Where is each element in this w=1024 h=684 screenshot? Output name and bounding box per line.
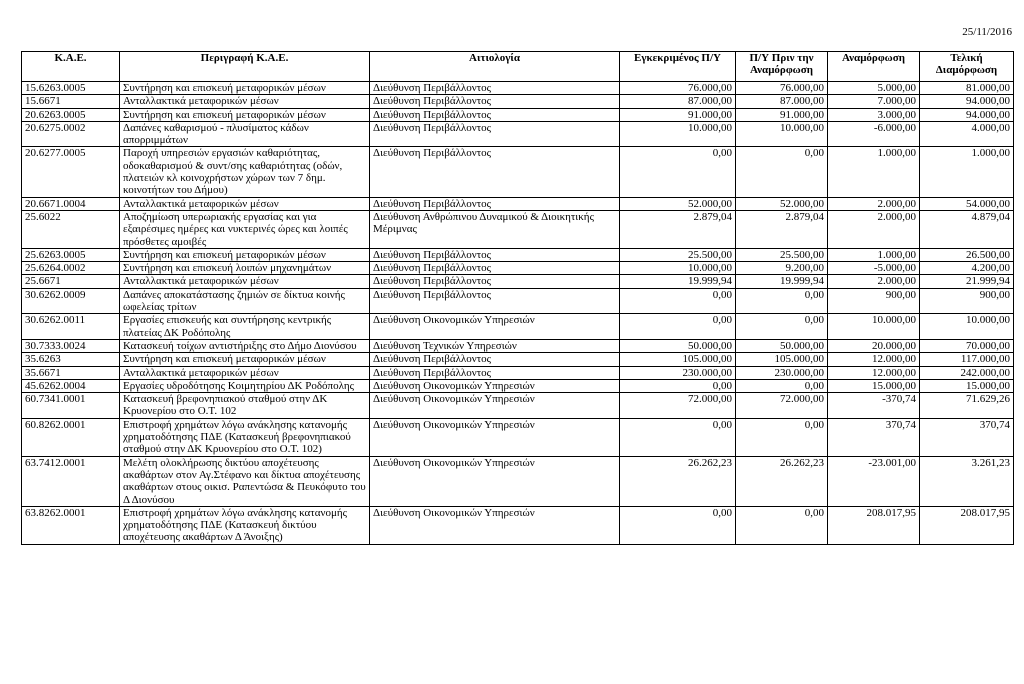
cell-description: Παροχή υπηρεσιών εργασιών καθαριότητας, οδοκαθαρισμού & συντ/σης καθαριότητας (οδών, πλατειών κλ κοινοχρήστων χώρων των 7 δημ. κοινοτήτων του Δήμου) <box>120 147 370 197</box>
cell-approved: 19.999,94 <box>620 275 736 288</box>
report-date: 25/11/2016 <box>962 26 1012 38</box>
cell-final: 900,00 <box>920 288 1014 314</box>
cell-approved: 72.000,00 <box>620 393 736 419</box>
cell-change: 5.000,00 <box>828 82 920 95</box>
cell-final: 94.000,00 <box>920 108 1014 121</box>
cell-reason: Διεύθυνση Τεχνικών Υπηρεσιών <box>370 339 620 352</box>
table-row <box>22 418 1014 456</box>
table-body <box>22 82 1014 545</box>
cell-approved: 10.000,00 <box>620 262 736 275</box>
cell-reason: Διεύθυνση Οικονομικών Υπηρεσιών <box>370 418 620 456</box>
cell-change: 12.000,00 <box>828 366 920 379</box>
cell-kae: 30.7333.0024 <box>22 339 120 352</box>
cell-description: Ανταλλακτικά μεταφορικών μέσων <box>120 197 370 210</box>
cell-description: Συντήρηση και επισκευή μεταφορικών μέσων <box>120 248 370 261</box>
cell-change: 12.000,00 <box>828 353 920 366</box>
cell-change: -5.000,00 <box>828 262 920 275</box>
cell-description: Συντήρηση και επισκευή λοιπών μηχανημάτων <box>120 262 370 275</box>
cell-before: 91.000,00 <box>736 108 828 121</box>
cell-reason: Διεύθυνση Περιβάλλοντος <box>370 197 620 210</box>
cell-change: 2.000,00 <box>828 275 920 288</box>
cell-approved: 0,00 <box>620 314 736 340</box>
cell-kae: 35.6263 <box>22 353 120 366</box>
table-row <box>22 262 1014 275</box>
cell-approved: 2.879,04 <box>620 210 736 248</box>
cell-approved: 0,00 <box>620 379 736 392</box>
cell-description: Ανταλλακτικά μεταφορικών μέσων <box>120 366 370 379</box>
cell-reason: Διεύθυνση Οικονομικών Υπηρεσιών <box>370 393 620 419</box>
cell-before: 76.000,00 <box>736 82 828 95</box>
cell-kae: 25.6671 <box>22 275 120 288</box>
cell-before: 2.879,04 <box>736 210 828 248</box>
cell-reason: Διεύθυνση Περιβάλλοντος <box>370 275 620 288</box>
cell-reason: Διεύθυνση Οικονομικών Υπηρεσιών <box>370 314 620 340</box>
table-row <box>22 379 1014 392</box>
cell-kae: 20.6277.0005 <box>22 147 120 197</box>
cell-kae: 60.7341.0001 <box>22 393 120 419</box>
cell-change: 20.000,00 <box>828 339 920 352</box>
table-row <box>22 108 1014 121</box>
table-header-row <box>22 52 1014 82</box>
cell-final: 4.200,00 <box>920 262 1014 275</box>
cell-description: Μελέτη ολοκλήρωσης δικτύου αποχέτευσης ακαθάρτων στον Αγ.Στέφανο και δίκτυα αποχέτευσης ακαθάρτων στους οικισ. Ραπεντώσα & Πευκόφυτο του Δ Διονύσου <box>120 456 370 506</box>
cell-final: 4.000,00 <box>920 121 1014 147</box>
cell-kae: 20.6263.0005 <box>22 108 120 121</box>
cell-before: 9.200,00 <box>736 262 828 275</box>
col-header-before: Π/Υ Πριν την Αναμόρφωση <box>736 52 828 82</box>
cell-before: 230.000,00 <box>736 366 828 379</box>
cell-approved: 50.000,00 <box>620 339 736 352</box>
cell-description: Εργασίες υδροδότησης Κοιμητηρίου ΔΚ Ροδόπολης <box>120 379 370 392</box>
col-header-final: Τελική Διαμόρφωση <box>920 52 1014 82</box>
cell-approved: 91.000,00 <box>620 108 736 121</box>
table-row <box>22 121 1014 147</box>
cell-change: 1.000,00 <box>828 248 920 261</box>
cell-before: 105.000,00 <box>736 353 828 366</box>
cell-final: 81.000,00 <box>920 82 1014 95</box>
cell-approved: 0,00 <box>620 506 736 544</box>
cell-description: Συντήρηση και επισκευή μεταφορικών μέσων <box>120 82 370 95</box>
cell-change: 15.000,00 <box>828 379 920 392</box>
cell-description: Ανταλλακτικά μεταφορικών μέσων <box>120 275 370 288</box>
cell-final: 208.017,95 <box>920 506 1014 544</box>
cell-before: 25.500,00 <box>736 248 828 261</box>
cell-before: 26.262,23 <box>736 456 828 506</box>
cell-before: 72.000,00 <box>736 393 828 419</box>
cell-description: Κατασκευή βρεφονηπιακού σταθμού στην ΔΚ Κρυονερίου στο Ο.Τ. 102 <box>120 393 370 419</box>
cell-reason: Διεύθυνση Οικονομικών Υπηρεσιών <box>370 456 620 506</box>
table-row <box>22 275 1014 288</box>
cell-approved: 105.000,00 <box>620 353 736 366</box>
cell-before: 0,00 <box>736 506 828 544</box>
cell-reason: Διεύθυνση Περιβάλλοντος <box>370 147 620 197</box>
cell-approved: 10.000,00 <box>620 121 736 147</box>
cell-final: 54.000,00 <box>920 197 1014 210</box>
col-header-approved: Εγκεκριμένος Π/Υ <box>620 52 736 82</box>
cell-change: 1.000,00 <box>828 147 920 197</box>
cell-kae: 25.6022 <box>22 210 120 248</box>
cell-description: Κατασκευή τοίχων αντιστήριξης στο Δήμο Διονύσου <box>120 339 370 352</box>
cell-final: 3.261,23 <box>920 456 1014 506</box>
table-row <box>22 197 1014 210</box>
cell-kae: 63.7412.0001 <box>22 456 120 506</box>
cell-kae: 63.8262.0001 <box>22 506 120 544</box>
cell-change: 2.000,00 <box>828 210 920 248</box>
cell-reason: Διεύθυνση Περιβάλλοντος <box>370 366 620 379</box>
cell-change: 370,74 <box>828 418 920 456</box>
cell-description: Ανταλλακτικά μεταφορικών μέσων <box>120 95 370 108</box>
cell-before: 0,00 <box>736 379 828 392</box>
cell-before: 10.000,00 <box>736 121 828 147</box>
cell-kae: 25.6263.0005 <box>22 248 120 261</box>
cell-final: 94.000,00 <box>920 95 1014 108</box>
budget-table <box>21 51 1014 545</box>
cell-final: 26.500,00 <box>920 248 1014 261</box>
table-row <box>22 353 1014 366</box>
table-row <box>22 288 1014 314</box>
cell-before: 19.999,94 <box>736 275 828 288</box>
cell-kae: 25.6264.0002 <box>22 262 120 275</box>
cell-description: Επιστροφή χρημάτων λόγω ανάκλησης κατανομής χρηματοδότησης ΠΔΕ (Κατασκευή δικτύου αποχέτευσης ακαθάρτων Δ Άνοιξης) <box>120 506 370 544</box>
cell-approved: 87.000,00 <box>620 95 736 108</box>
table-row <box>22 456 1014 506</box>
cell-change: 208.017,95 <box>828 506 920 544</box>
cell-change: 10.000,00 <box>828 314 920 340</box>
table-row <box>22 393 1014 419</box>
cell-kae: 60.8262.0001 <box>22 418 120 456</box>
cell-final: 1.000,00 <box>920 147 1014 197</box>
cell-kae: 30.6262.0011 <box>22 314 120 340</box>
cell-change: 3.000,00 <box>828 108 920 121</box>
cell-description: Επιστροφή χρημάτων λόγω ανάκλησης κατανομής χρηματοδότησης ΠΔΕ (Κατασκευή βρεφονηπιακού σταθμού στην ΔΚ Κρυονερίου στο Ο.Τ. 102) <box>120 418 370 456</box>
table-row <box>22 366 1014 379</box>
cell-reason: Διεύθυνση Οικονομικών Υπηρεσιών <box>370 379 620 392</box>
table-row <box>22 506 1014 544</box>
table-row <box>22 248 1014 261</box>
cell-change: 900,00 <box>828 288 920 314</box>
cell-change: 7.000,00 <box>828 95 920 108</box>
cell-approved: 0,00 <box>620 288 736 314</box>
cell-final: 15.000,00 <box>920 379 1014 392</box>
cell-kae: 35.6671 <box>22 366 120 379</box>
cell-description: Συντήρηση και επισκευή μεταφορικών μέσων <box>120 108 370 121</box>
cell-before: 0,00 <box>736 418 828 456</box>
cell-kae: 45.6262.0004 <box>22 379 120 392</box>
cell-final: 71.629,26 <box>920 393 1014 419</box>
cell-final: 4.879,04 <box>920 210 1014 248</box>
cell-description: Εργασίες επισκευής και συντήρησης κεντρικής πλατείας ΔΚ Ροδόπολης <box>120 314 370 340</box>
cell-before: 0,00 <box>736 147 828 197</box>
cell-description: Αποζημίωση υπερωριακής εργασίας και για εξαιρέσιμες ημέρες και νυκτερινές ώρες και λοιπές πρόσθετες αμοιβές <box>120 210 370 248</box>
cell-final: 370,74 <box>920 418 1014 456</box>
cell-kae: 20.6275.0002 <box>22 121 120 147</box>
cell-reason: Διεύθυνση Περιβάλλοντος <box>370 353 620 366</box>
cell-reason: Διεύθυνση Περιβάλλοντος <box>370 262 620 275</box>
cell-final: 70.000,00 <box>920 339 1014 352</box>
cell-kae: 15.6263.0005 <box>22 82 120 95</box>
cell-reason: Διεύθυνση Οικονομικών Υπηρεσιών <box>370 506 620 544</box>
cell-reason: Διεύθυνση Περιβάλλοντος <box>370 121 620 147</box>
cell-kae: 15.6671 <box>22 95 120 108</box>
cell-change: -6.000,00 <box>828 121 920 147</box>
table-row <box>22 82 1014 95</box>
table-row <box>22 210 1014 248</box>
table-row <box>22 95 1014 108</box>
cell-change: -23.001,00 <box>828 456 920 506</box>
col-header-reason: Αιτιολογία <box>370 52 620 82</box>
table-row <box>22 147 1014 197</box>
cell-kae: 20.6671.0004 <box>22 197 120 210</box>
cell-before: 0,00 <box>736 314 828 340</box>
cell-description: Δαπάνες καθαρισμού - πλυσίματος κάδων απορριμμάτων <box>120 121 370 147</box>
cell-approved: 230.000,00 <box>620 366 736 379</box>
col-header-change: Αναμόρφωση <box>828 52 920 82</box>
cell-reason: Διεύθυνση Περιβάλλοντος <box>370 108 620 121</box>
col-header-description: Περιγραφή Κ.Α.Ε. <box>120 52 370 82</box>
cell-description: Συντήρηση και επισκευή μεταφορικών μέσων <box>120 353 370 366</box>
cell-final: 242.000,00 <box>920 366 1014 379</box>
cell-kae: 30.6262.0009 <box>22 288 120 314</box>
cell-before: 50.000,00 <box>736 339 828 352</box>
table-row <box>22 314 1014 340</box>
cell-before: 87.000,00 <box>736 95 828 108</box>
cell-reason: Διεύθυνση Περιβάλλοντος <box>370 95 620 108</box>
cell-approved: 52.000,00 <box>620 197 736 210</box>
cell-final: 21.999,94 <box>920 275 1014 288</box>
cell-approved: 76.000,00 <box>620 82 736 95</box>
table-row <box>22 339 1014 352</box>
col-header-kae: Κ.Α.Ε. <box>22 52 120 82</box>
cell-description: Δαπάνες αποκατάστασης ζημιών σε δίκτυα κοινής ωφελείας τρίτων <box>120 288 370 314</box>
cell-reason: Διεύθυνση Ανθρώπινου Δυναμικού & Διοικητικής Μέριμνας <box>370 210 620 248</box>
cell-final: 117.000,00 <box>920 353 1014 366</box>
cell-change: -370,74 <box>828 393 920 419</box>
cell-before: 0,00 <box>736 288 828 314</box>
cell-reason: Διεύθυνση Περιβάλλοντος <box>370 82 620 95</box>
cell-approved: 0,00 <box>620 147 736 197</box>
cell-reason: Διεύθυνση Περιβάλλοντος <box>370 288 620 314</box>
cell-change: 2.000,00 <box>828 197 920 210</box>
cell-approved: 25.500,00 <box>620 248 736 261</box>
cell-reason: Διεύθυνση Περιβάλλοντος <box>370 248 620 261</box>
cell-final: 10.000,00 <box>920 314 1014 340</box>
cell-approved: 0,00 <box>620 418 736 456</box>
cell-before: 52.000,00 <box>736 197 828 210</box>
cell-approved: 26.262,23 <box>620 456 736 506</box>
